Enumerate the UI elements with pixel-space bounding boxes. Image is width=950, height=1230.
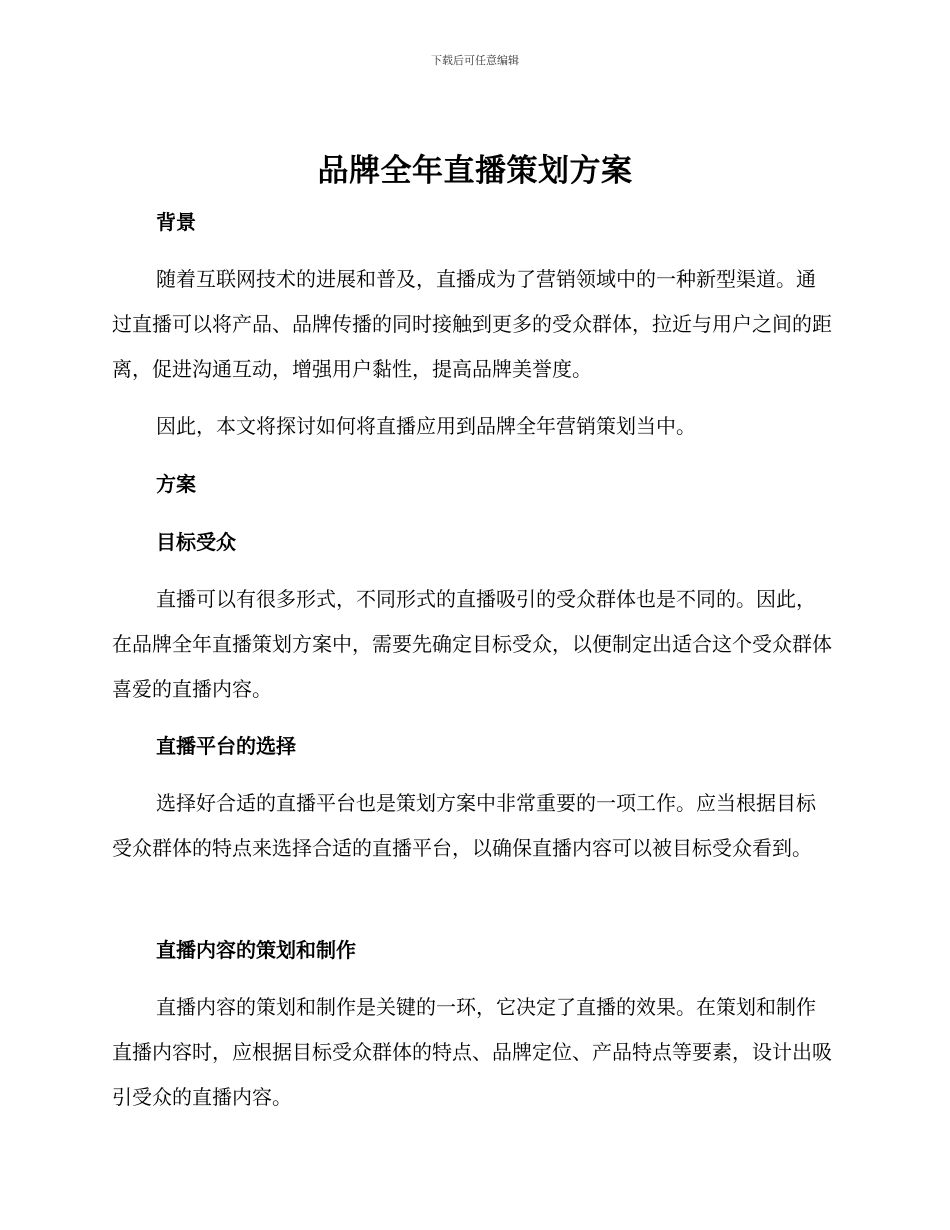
paragraph-content: 直播内容的策划和制作是关键的一环，它决定了直播的效果。在策划和制作直播内容时，应根据目标受众群体的特点、品牌定位、产品特点等要素，设计出吸引受众的直播内容。 xyxy=(112,995,832,1109)
section-heading-platform: 直播平台的选择 xyxy=(156,734,296,758)
section-heading-background: 背景 xyxy=(156,210,196,234)
paragraph-background-2: 因此，本文将探讨如何将直播应用到品牌全年营销策划当中。 xyxy=(156,414,696,438)
paragraph-platform: 选择好合适的直播平台也是策划方案中非常重要的一项工作。应当根据目标受众群体的特点来选择合适的直播平台，以确保直播内容可以被目标受众看到。 xyxy=(112,791,816,860)
section-heading-content: 直播内容的策划和制作 xyxy=(156,938,356,962)
page-header: 下载后可任意编辑 xyxy=(431,54,519,67)
section-heading-audience: 目标受众 xyxy=(156,530,236,554)
section-heading-plan: 方案 xyxy=(156,472,196,496)
paragraph-audience: 直播可以有很多形式，不同形式的直播吸引的受众群体也是不同的。因此，在品牌全年直播策划方案中，需要先确定目标受众，以便制定出适合这个受众群体喜爱的直播内容。 xyxy=(112,587,832,701)
document-title: 品牌全年直播策划方案 xyxy=(317,153,633,189)
paragraph-background-1: 随着互联网技术的进展和普及，直播成为了营销领域中的一种新型渠道。通过直播可以将产品、品牌传播的同时接触到更多的受众群体，拉近与用户之间的距离，促进沟通互动，增强用户黏性，提高品牌美誉度。 xyxy=(112,267,832,381)
